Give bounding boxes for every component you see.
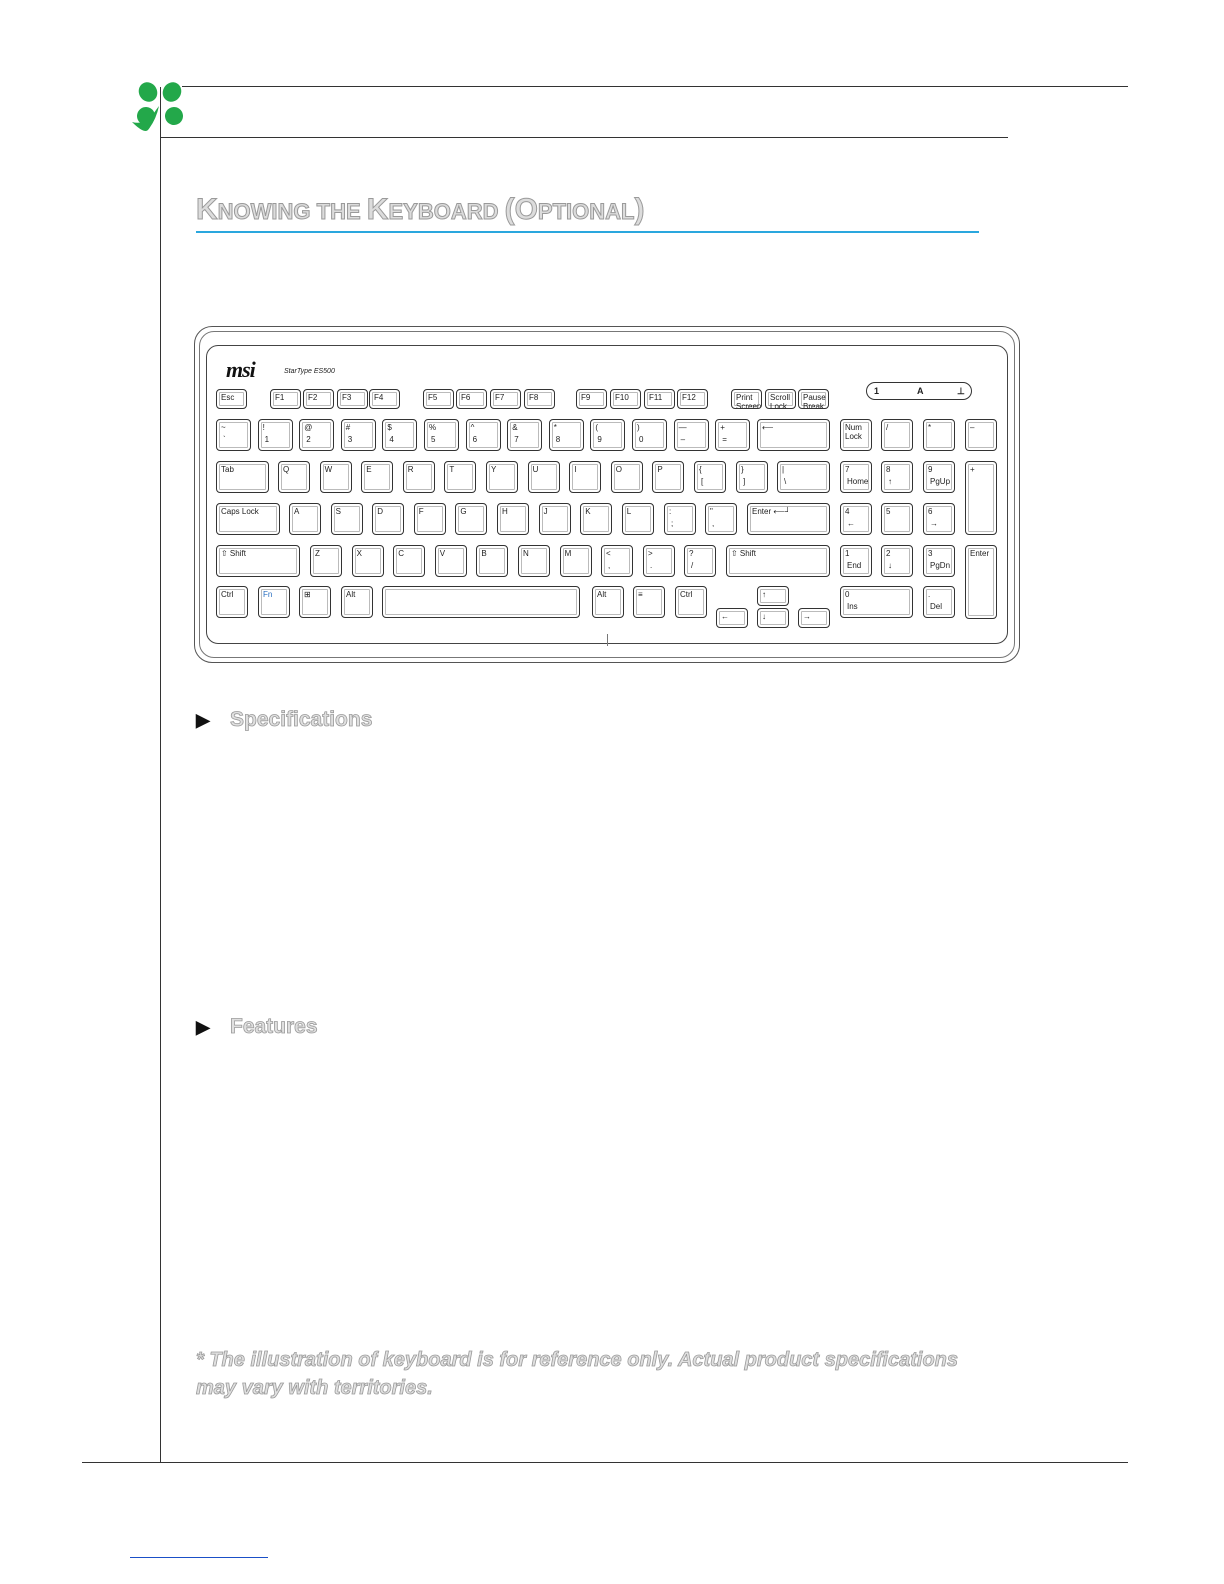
keyboard-key: U <box>528 461 560 493</box>
keyboard-key: # 3 <box>341 419 376 451</box>
title-fragment: THE <box>316 199 367 224</box>
features-label: Features <box>230 1015 318 1038</box>
title-fragment: NOWING <box>217 199 317 224</box>
keyboard-key: M <box>560 545 592 577</box>
keyboard-key: 6 → <box>923 503 955 535</box>
keyboard-key: Scroll Lock <box>765 389 796 409</box>
keyboard-key: 4 ← <box>840 503 872 535</box>
keyboard-key: | \ <box>777 461 830 493</box>
header-top-rule <box>182 86 1128 87</box>
keyboard-key: — – <box>674 419 709 451</box>
keyboard-key: : ; <box>664 503 696 535</box>
keyboard-key: P <box>652 461 684 493</box>
keyboard-key: ⊞ <box>299 586 331 618</box>
keyboard-key: * <box>923 419 955 451</box>
keyboard-key: 1 End <box>840 545 872 577</box>
keyboard-key: + <box>965 461 997 535</box>
keyboard-key: A <box>289 503 321 535</box>
keyboard-key: Tab <box>216 461 269 493</box>
keyboard-key: { [ <box>694 461 726 493</box>
keyboard-key: & 7 <box>507 419 542 451</box>
keyboard-key: Pause Break <box>798 389 829 409</box>
keyboard-key: 7 Home <box>840 461 872 493</box>
keyboard-model: StarType ES500 <box>284 368 335 375</box>
keyboard-key: @ 2 <box>299 419 334 451</box>
keyboard-key: % 5 <box>424 419 459 451</box>
keyboard-key: 2 ↓ <box>881 545 913 577</box>
led-indicator-panel <box>866 382 972 400</box>
keyboard-key: Ctrl <box>675 586 707 618</box>
keyboard-key: I <box>569 461 601 493</box>
keyboard-key: ⟵ <box>757 419 830 451</box>
keyboard-key: Print Screen <box>731 389 762 409</box>
keyboard-key: Esc <box>216 389 247 409</box>
num-lock-led: 1 <box>874 386 880 396</box>
keyboard-key: / <box>881 419 913 451</box>
keyboard-key: Fn <box>258 586 290 618</box>
keyboard-key: Num Lock <box>840 419 872 451</box>
keyboard-key: F <box>414 503 446 535</box>
bullet-arrow-icon: ▶ <box>196 1017 210 1037</box>
keyboard-key: ≡ <box>633 586 665 618</box>
keyboard-brand: msi <box>226 357 255 382</box>
keyboard-key: → <box>798 608 830 628</box>
keyboard-key: F12 <box>677 389 708 409</box>
left-margin-rule <box>160 87 161 1463</box>
bullet-arrow-icon: ▶ <box>196 710 210 730</box>
keyboard-key: Enter <box>965 545 997 619</box>
keyboard-key: ? / <box>684 545 716 577</box>
title-fragment: PTIONAL <box>537 199 635 224</box>
keyboard-key: N <box>518 545 550 577</box>
keyboard-key: + = <box>715 419 750 451</box>
keyboard-key: F7 <box>490 389 521 409</box>
footer-rule <box>82 1462 1128 1463</box>
keyboard-key: Alt <box>341 586 373 618</box>
keyboard-key: F4 <box>369 389 400 409</box>
keyboard-key: W <box>320 461 352 493</box>
reference-note: * The illustration of keyboard is for reference only. Actual product specifications may vary with territories. <box>196 1349 959 1399</box>
keyboard-key: ) 0 <box>632 419 667 451</box>
keyboard-key: G <box>455 503 487 535</box>
keyboard-key: T <box>444 461 476 493</box>
keyboard-key: Y <box>486 461 518 493</box>
keyboard-key: Ctrl <box>216 586 248 618</box>
title-fragment: (O <box>504 193 538 226</box>
keyboard-key: F9 <box>576 389 607 409</box>
keyboard-key: ← <box>716 608 748 628</box>
keyboard-key: ↓ <box>757 608 789 628</box>
keyboard-key: B <box>476 545 508 577</box>
keyboard-key: K <box>580 503 612 535</box>
keyboard-key: ( 9 <box>590 419 625 451</box>
title-underline <box>196 231 979 233</box>
keyboard-key: F3 <box>337 389 368 409</box>
keyboard-key: O <box>611 461 643 493</box>
keyboard-key: F5 <box>423 389 454 409</box>
keyboard-key: ! 1 <box>258 419 293 451</box>
keyboard-key: . Del <box>923 586 955 618</box>
keyboard-key: F6 <box>456 389 487 409</box>
keyboard-key: V <box>435 545 467 577</box>
title-fragment: ) <box>634 193 645 226</box>
keyboard-key: Z <box>310 545 342 577</box>
page-title <box>196 193 644 227</box>
header-bottom-rule <box>160 137 1008 138</box>
keyboard-key: 8 ↑ <box>881 461 913 493</box>
scroll-lock-led: ⊥ <box>957 386 965 396</box>
keyboard-key: * 8 <box>549 419 584 451</box>
footer-link-underline <box>130 1557 268 1558</box>
keyboard-key: D <box>372 503 404 535</box>
keyboard-key: F11 <box>644 389 675 409</box>
features-heading <box>196 1015 318 1039</box>
keyboard-key: } ] <box>736 461 768 493</box>
keyboard-key: < , <box>601 545 633 577</box>
keyboard-key: Q <box>278 461 310 493</box>
keyboard-key: " , <box>705 503 737 535</box>
keyboard-key: ^ 6 <box>466 419 501 451</box>
specifications-heading <box>196 708 372 732</box>
keyboard-seam <box>607 634 608 646</box>
title-fragment: K <box>366 193 389 226</box>
keyboard-key: Enter ⟵┘ <box>747 503 830 535</box>
clover-leaf-icon <box>126 80 192 136</box>
keyboard-key: L <box>622 503 654 535</box>
keyboard-key: J <box>539 503 571 535</box>
keyboard-key: ⇧ Shift <box>216 545 300 577</box>
keyboard-key: H <box>497 503 529 535</box>
keyboard-key: ↑ <box>757 586 789 606</box>
keyboard-key: 5 <box>881 503 913 535</box>
keyboard-key <box>382 586 580 618</box>
specifications-label: Specifications <box>230 708 373 731</box>
keyboard-key: > . <box>643 545 675 577</box>
keyboard-key: X <box>352 545 384 577</box>
title-fragment: EYBOARD <box>388 199 505 224</box>
keyboard-key: Alt <box>592 586 624 618</box>
keyboard-key: Caps Lock <box>216 503 280 535</box>
keyboard-key: F8 <box>524 389 555 409</box>
keyboard-key: F1 <box>270 389 301 409</box>
keyboard-key: E <box>361 461 393 493</box>
keyboard-key: 9 PgUp <box>923 461 955 493</box>
keyboard-key: ~ ` <box>216 419 251 451</box>
keyboard-key: R <box>403 461 435 493</box>
keyboard-key: $ 4 <box>382 419 417 451</box>
title-fragment: K <box>196 193 218 226</box>
keyboard-key: F2 <box>303 389 334 409</box>
keyboard-key: ⇧ Shift <box>726 545 830 577</box>
keyboard-key: F10 <box>610 389 641 409</box>
keyboard-key: C <box>393 545 425 577</box>
keyboard-key: S <box>331 503 363 535</box>
keyboard-key: 3 PgDn <box>923 545 955 577</box>
keyboard-key: – <box>965 419 997 451</box>
caps-lock-led: A <box>917 386 924 396</box>
keyboard-key: 0 Ins <box>840 586 913 618</box>
